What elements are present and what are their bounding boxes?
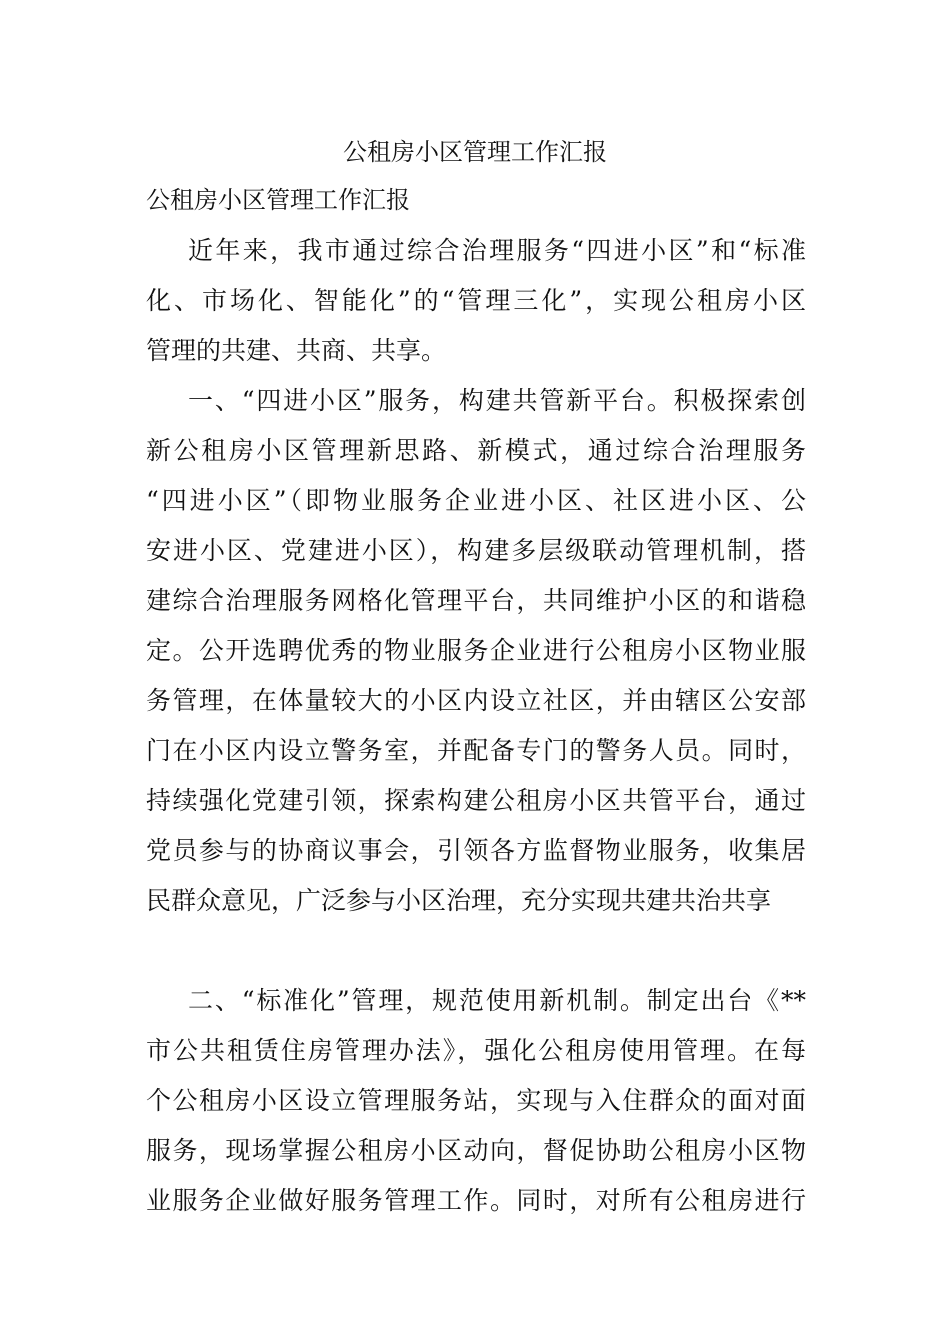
paragraph-line: 服务，现场掌握公租房小区动向，督促协助公租房小区物 bbox=[146, 1136, 806, 1165]
paragraph-line: 党员参与的协商议事会，引领各方监督物业服务，收集居 bbox=[146, 836, 806, 865]
paragraph-line: 业服务企业做好服务管理工作。同时，对所有公租房进行 bbox=[146, 1186, 806, 1215]
paragraph-line: 近年来，我市通过综合治理服务“四进小区”和“标准 bbox=[188, 236, 806, 265]
paragraph-line: 化、市场化、智能化”的“管理三化”，实现公租房小区 bbox=[146, 286, 806, 315]
paragraph-line: 新公租房小区管理新思路、新模式，通过综合治理服务 bbox=[146, 436, 806, 465]
paragraph-line: 持续强化党建引领，探索构建公租房小区共管平台，通过 bbox=[146, 786, 806, 815]
paragraph-section-two bbox=[146, 976, 806, 1226]
paragraph-line: 管理的共建、共商、共享。 bbox=[146, 336, 447, 365]
paragraph-line: 务管理，在体量较大的小区内设立社区，并由辖区公安部 bbox=[146, 686, 806, 715]
paragraph-line: 市公共租赁住房管理办法》，强化公租房使用管理。在每 bbox=[146, 1036, 806, 1065]
paragraph-line: 定。公开选聘优秀的物业服务企业进行公租房小区物业服 bbox=[146, 636, 806, 665]
paragraph-line: 二、“标准化”管理，规范使用新机制。制定出台《** bbox=[188, 986, 806, 1015]
paragraph-line: 个公租房小区设立管理服务站，实现与入住群众的面对面 bbox=[146, 1086, 806, 1115]
paragraph-section-one bbox=[146, 376, 806, 926]
document-subtitle: 公租房小区管理工作汇报 bbox=[146, 186, 410, 214]
paragraph-intro bbox=[146, 226, 806, 376]
paragraph-line: 安进小区、党建进小区），构建多层级联动管理机制，搭 bbox=[146, 536, 806, 565]
paragraph-line: 一、“四进小区”服务，构建共管新平台。积极探索创 bbox=[188, 386, 806, 415]
paragraph-line: 门在小区内设立警务室，并配备专门的警务人员。同时， bbox=[146, 736, 806, 765]
paragraph-line: 民群众意见，广泛参与小区治理，充分实现共建共治共享 bbox=[146, 886, 772, 915]
paragraph-line: 建综合治理服务网格化管理平台，共同维护小区的和谐稳 bbox=[146, 586, 806, 615]
document-title: 公租房小区管理工作汇报 bbox=[343, 138, 607, 166]
paragraph-line: “四进小区”（即物业服务企业进小区、社区进小区、公 bbox=[146, 486, 806, 515]
